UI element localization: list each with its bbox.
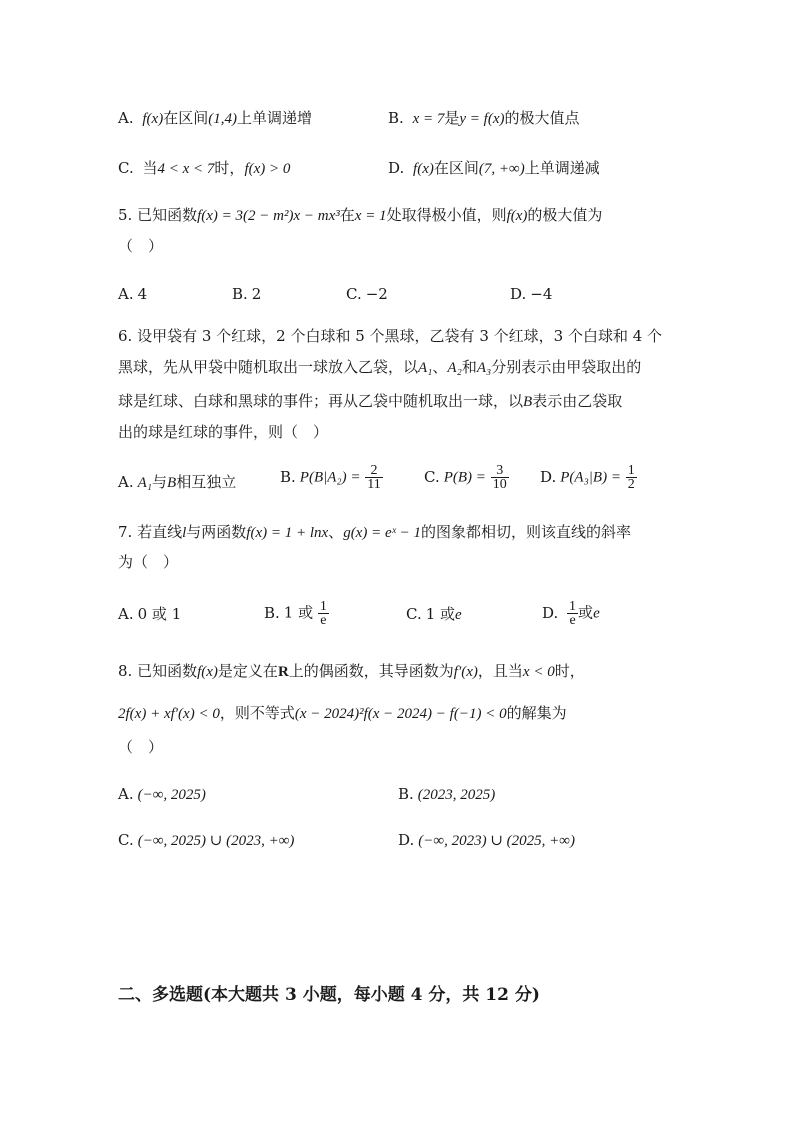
q8-line-2: 2f(x) + xf′(x) < 0，则不等式(x − 2024)²f(x − 2024) − f(−1) < 0的解集为 <box>118 704 567 722</box>
q7-option-c: C. 1 或e <box>406 605 462 623</box>
q6-option-d: D. P(A₃|B) = $\frac{1}{2}$ <box>540 463 635 492</box>
fraction: $\frac{1}{2}$ <box>627 463 635 492</box>
q6-option-b: B. P(B|A₂) = $\frac{2}{11}$ <box>280 463 381 492</box>
q6-option-c: C. P(B) = $\frac{3}{10}$ <box>424 463 507 492</box>
q6-line-2: 黑球，先从甲袋中随机取出一球放入乙袋，以A₁、A₂和A₃分别表示由甲袋取出的 <box>118 358 642 376</box>
q6-option-a: A. A₁与B相互独立 <box>118 473 237 491</box>
fraction: $\frac{1}{e}$ <box>569 599 577 628</box>
q7-line-1: 7. 若直线l与两函数f(x) = 1 + lnx、g(x) = eˣ − 1的图象都相切，则该直线的斜率 <box>118 523 631 541</box>
section-2-heading: 二、多选题(本大题共 3 小题，每小题 4 分，共 12 分) <box>118 985 540 1005</box>
fraction: $\frac{3}{10}$ <box>492 463 507 492</box>
q8-option-a: A. (−∞, 2025) <box>118 785 206 803</box>
q8-option-b: B. (2023, 2025) <box>398 785 496 803</box>
q4-option-c: C. 当4 < x < 7时，f(x) > 0 <box>118 159 291 177</box>
q6-line-4: 出的球是红球的事件，则（ ） <box>118 423 329 441</box>
q7-option-b: B. 1 或 $\frac{1}{e}$ <box>264 599 327 628</box>
q4-option-a: A. f(x)在区间(1,4)上单调递增 <box>118 109 312 127</box>
q7-line-2: 为（ ） <box>118 553 179 571</box>
q6-line-1: 6. 设甲袋有 3 个红球，2 个白球和 5 个黑球，乙袋有 3 个红球，3 个白球和 4 个 <box>118 327 663 345</box>
fraction: $\frac{1}{e}$ <box>319 599 327 628</box>
q5-option-d: D. −4 <box>510 285 553 303</box>
q5-answer-paren: （ ） <box>118 237 164 255</box>
q8-option-d: D. (−∞, 2023) ∪ (2025, +∞) <box>398 831 575 849</box>
q6-line-3: 球是红球、白球和黑球的事件；再从乙袋中随机取出一球，以B表示由乙袋取 <box>118 392 623 410</box>
q5-option-b: B. 2 <box>232 285 262 303</box>
q5-stem: 5. 已知函数f(x) = 3(2 − m²)x − mx³在x = 1处取得极小值，则f(x)的极大值为 <box>118 206 603 224</box>
q5-option-c: C. −2 <box>346 285 388 303</box>
q8-line-1: 8. 已知函数f(x)是定义在R上的偶函数，其导函数为f′(x)，且当x < 0时， <box>118 662 585 680</box>
q8-answer-paren: （ ） <box>118 738 164 756</box>
fraction: $\frac{2}{11}$ <box>367 463 381 492</box>
q7-option-d: D. $\frac{1}{e}$ 或e <box>542 599 600 628</box>
q5-option-a: A. 4 <box>118 285 148 303</box>
q4-option-b: B. x = 7是y = f(x)的极大值点 <box>388 109 580 127</box>
q8-option-c: C. (−∞, 2025) ∪ (2023, +∞) <box>118 831 295 849</box>
q7-option-a: A. 0 或 1 <box>118 605 182 623</box>
q4-option-d: D. f(x)在区间(7, +∞)上单调递减 <box>388 159 600 177</box>
